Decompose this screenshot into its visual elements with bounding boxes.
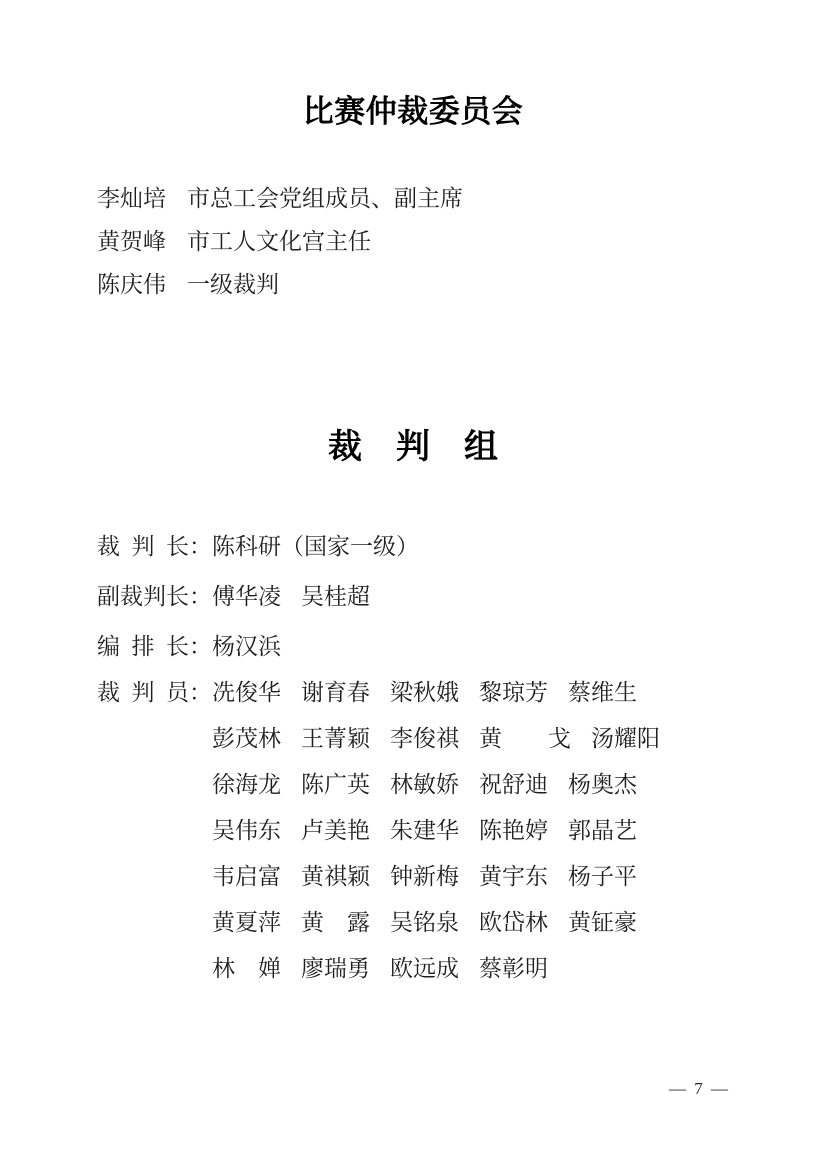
referee-names-row <box>212 762 637 808</box>
committee-member-row <box>97 220 463 263</box>
person-name: 黄 露 <box>301 910 370 935</box>
person-name: 黄祺颖 <box>301 864 370 889</box>
role-label-referees: 裁 判 员： <box>97 680 212 705</box>
person-name: 徐海龙 <box>212 772 281 797</box>
person-name: 黄钲豪 <box>568 910 637 935</box>
referee-role-list <box>97 522 419 672</box>
referee-names-row <box>212 900 637 946</box>
person-name: 林 婵 <box>212 956 281 981</box>
person-name: 杨汉浜 <box>212 634 281 659</box>
person-name: 朱建华 <box>390 818 459 843</box>
person-name: 钟新梅 <box>390 864 459 889</box>
person-name: 吴桂超 <box>301 584 370 609</box>
committee-member-title: 一级裁判 <box>187 272 279 297</box>
referee-row <box>97 854 660 900</box>
person-name: 梁秋娥 <box>390 680 459 705</box>
arbitration-committee-member-list <box>97 177 463 306</box>
arbitration-committee-title: 比赛仲裁委员会 <box>302 94 524 129</box>
role-label: 副裁判长： <box>97 584 212 609</box>
role-names <box>212 622 281 672</box>
referee-names-row <box>212 946 548 992</box>
referee-member-list <box>97 670 660 992</box>
referee-row <box>97 946 660 992</box>
referee-names-row <box>212 854 637 900</box>
person-name: 廖瑞勇 <box>301 956 370 981</box>
committee-member-row <box>97 263 463 306</box>
committee-member-row <box>97 177 463 220</box>
person-name: 郭晶艺 <box>568 818 637 843</box>
person-name: 黄夏萍 <box>212 910 281 935</box>
person-name: 谢育春 <box>301 680 370 705</box>
role-row-chief-referee <box>97 522 419 572</box>
person-name: 蔡彰明 <box>479 956 548 981</box>
person-name: 吴铭泉 <box>390 910 459 935</box>
person-name: 黎琼芳 <box>479 680 548 705</box>
referee-row <box>97 716 660 762</box>
person-name: 欧远成 <box>390 956 459 981</box>
committee-member-title: 市总工会党组成员、副主席 <box>187 186 463 211</box>
person-name: 陈广英 <box>301 772 370 797</box>
person-name: 林敏娇 <box>390 772 459 797</box>
person-name: 李俊祺 <box>390 726 459 751</box>
committee-member-name: 李灿培 <box>97 186 166 211</box>
page-number: — 7 — <box>669 1079 730 1098</box>
person-name: 韦启富 <box>212 864 281 889</box>
person-name: 汤耀阳 <box>591 726 660 751</box>
person-name: 陈科研（国家一级） <box>212 534 419 559</box>
role-row-scheduling-chief <box>97 622 419 672</box>
person-name: 祝舒迪 <box>479 772 548 797</box>
person-name: 黄宇东 <box>479 864 548 889</box>
person-name: 杨子平 <box>568 864 637 889</box>
role-names <box>212 572 370 622</box>
role-row-deputy-chief-referee <box>97 572 419 622</box>
hanging-indent <box>97 762 212 808</box>
role-label: 裁 判 长： <box>97 534 212 559</box>
hanging-indent <box>97 808 212 854</box>
hanging-indent <box>97 900 212 946</box>
person-name: 黄 戈 <box>479 726 571 751</box>
hanging-indent <box>97 946 212 992</box>
committee-member-title: 市工人文化宫主任 <box>187 229 371 254</box>
hanging-indent <box>97 716 212 762</box>
person-name: 卢美艳 <box>301 818 370 843</box>
referee-names-row <box>212 808 637 854</box>
referee-names-row <box>212 670 637 716</box>
person-name: 杨奥杰 <box>568 772 637 797</box>
person-name: 王菁颖 <box>301 726 370 751</box>
person-name: 彭茂林 <box>212 726 281 751</box>
role-names <box>212 522 419 572</box>
hanging-indent <box>97 854 212 900</box>
person-name: 冼俊华 <box>212 680 281 705</box>
committee-member-name: 陈庆伟 <box>97 272 166 297</box>
person-name: 欧岱林 <box>479 910 548 935</box>
referee-group-title: 裁 判 组 <box>328 429 498 466</box>
role-label: 编 排 长： <box>97 634 212 659</box>
committee-member-name: 黄贺峰 <box>97 229 166 254</box>
person-name: 陈艳婷 <box>479 818 548 843</box>
referee-row <box>97 670 660 716</box>
referee-row <box>97 900 660 946</box>
referee-row <box>97 762 660 808</box>
person-name: 蔡维生 <box>568 680 637 705</box>
person-name: 吴伟东 <box>212 818 281 843</box>
referee-names-row <box>212 716 660 762</box>
person-name: 傅华凌 <box>212 584 281 609</box>
referee-row <box>97 808 660 854</box>
